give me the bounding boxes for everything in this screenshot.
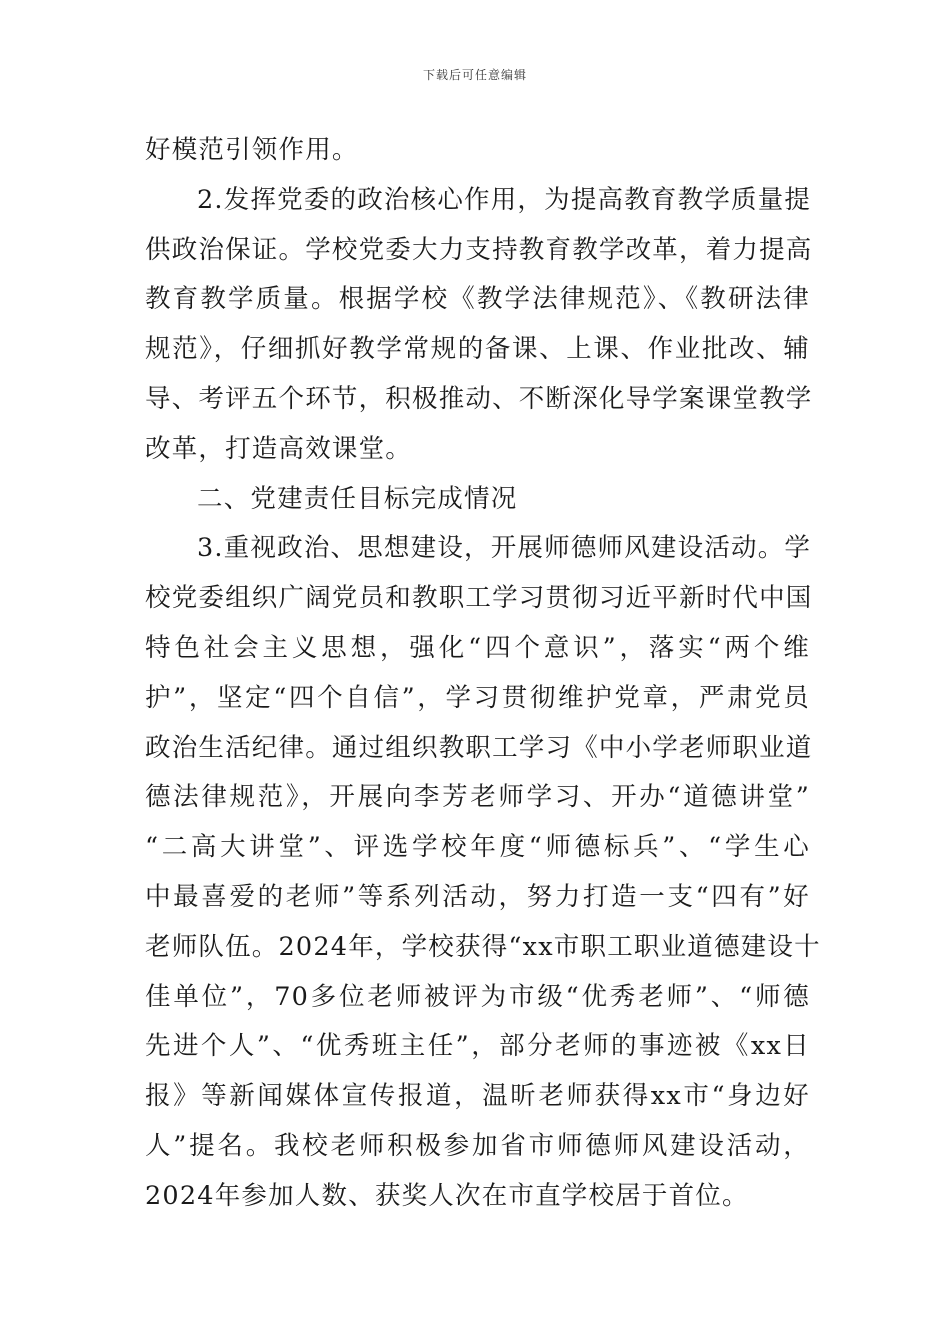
paragraph-line: 佳单位”，70多位老师被评为市级“优秀老师”、“师德: [145, 981, 810, 1012]
paragraph-line: 报》等新闻媒体宣传报道，温昕老师获得xx市“身边好: [145, 1081, 810, 1112]
paragraph-line: 特色社会主义思想，强化“四个意识”，落实“两个维: [145, 632, 810, 663]
paragraph-line: 护”，坚定“四个自信”，学习贯彻维护党章，严肃党员: [145, 682, 810, 713]
paragraph-line: 二、党建责任目标完成情况: [197, 483, 518, 514]
paragraph-line: 规范》，仔细抓好教学常规的备课、上课、作业批改、辅: [145, 334, 810, 365]
paragraph-line: 政治生活纪律。通过组织教职工学习《中小学老师职业道: [145, 732, 813, 763]
paragraph-line: “二高大讲堂”、评选学校年度“师德标兵”、“学生心: [145, 832, 810, 863]
paragraph-line: 先进个人”、“优秀班主任”，部分老师的事迹被《xx日: [145, 1031, 810, 1062]
paragraph-line: 改革，打造高效课堂。: [145, 433, 413, 464]
paragraph-line: 教育教学质量。根据学校《教学法律规范》、《教研法律: [145, 284, 810, 315]
paragraph-line: 2024年参加人数、获奖人次在市直学校居于首位。: [145, 1180, 749, 1211]
document-body: [145, 126, 821, 1222]
paragraph-line: 中最喜爱的老师”等系列活动，努力打造一支“四有”好: [145, 881, 810, 912]
paragraph-line: 人”提名。我校老师积极参加省市师德师风建设活动，: [145, 1130, 810, 1161]
paragraph-line: 3.重视政治、思想建设，开展师德师风建设活动。学: [197, 533, 812, 564]
paragraph-line: 供政治保证。学校党委大力支持教育教学改革，着力提高: [145, 234, 813, 265]
page-header: 下载后可任意编辑: [422, 68, 527, 82]
paragraph-line: 德法律规范》，开展向李芳老师学习、开办“道德讲堂”: [145, 782, 810, 813]
paragraph-line: 导、考评五个环节，积极推动、不断深化导学案课堂教学: [145, 383, 813, 414]
paragraph-line: 校党委组织广阔党员和教职工学习贯彻习近平新时代中国: [145, 583, 813, 614]
paragraph-line: 好模范引领作用。: [145, 135, 359, 165]
paragraph-line: 老师队伍。2024年，学校获得“xx市职工职业道德建设十: [145, 931, 821, 962]
paragraph-line: 2.发挥党委的政治核心作用，为提高教育教学质量提: [197, 184, 812, 215]
